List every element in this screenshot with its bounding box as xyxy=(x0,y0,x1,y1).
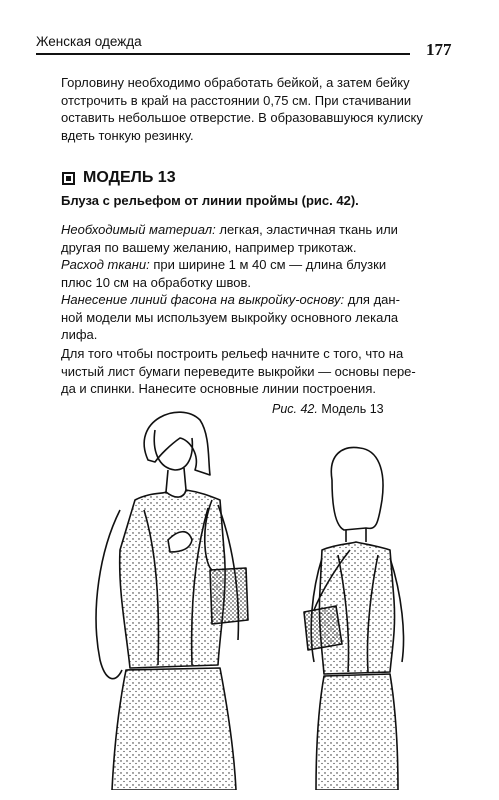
intro-line: Горловину необходимо обработать бейкой, а затем бейку xyxy=(61,75,410,90)
intro-line: оставить небольшое отверстие. В образовавшуюся кулиску xyxy=(61,110,423,125)
relief-text: да и спинки. Нанесите основные линии построения. xyxy=(61,381,376,396)
fabric-label: Расход ткани: xyxy=(61,257,150,272)
intro-line: вдеть тонкую резинку. xyxy=(61,127,194,143)
lines-label: Нанесение линий фасона на выкройку-основу: xyxy=(61,292,345,307)
relief-text: Для того чтобы построить рельеф начните с того, что на xyxy=(61,346,404,361)
relief-paragraph xyxy=(61,345,461,398)
lines-text: ной модели мы используем выкройку основного лекала xyxy=(61,309,399,325)
bullet-square-icon xyxy=(62,172,75,185)
lines-text: лифа. xyxy=(61,327,98,342)
fashion-sketch-icon xyxy=(60,400,460,790)
fabric-paragraph xyxy=(61,256,461,291)
lines-text: для дан- xyxy=(344,292,400,307)
material-paragraph xyxy=(61,221,461,256)
running-head: Женская одежда xyxy=(36,34,142,49)
material-text: другая по вашему желанию, например трикотаж. xyxy=(61,239,357,255)
page-number: 177 xyxy=(426,40,452,59)
section-subtitle: Блуза с рельефом от линии проймы (рис. 42). xyxy=(61,193,359,208)
material-text: легкая, эластичная ткань или xyxy=(215,222,398,237)
section-title xyxy=(62,169,176,187)
figure-caption-ref: Рис. 42. xyxy=(272,402,318,416)
intro-paragraph xyxy=(61,74,461,144)
lines-paragraph xyxy=(61,291,461,344)
header-rule xyxy=(36,53,410,55)
fabric-text: при ширине 1 м 40 см — длина блузки xyxy=(149,257,387,272)
relief-text: чистый лист бумаги переведите выкройки — основы пере- xyxy=(61,363,416,379)
material-label: Необходимый материал: xyxy=(61,222,216,237)
fabric-text: плюс 10 см на обработку швов. xyxy=(61,274,251,290)
intro-line: отстрочить в край на расстоянии 0,75 см. При стачивании xyxy=(61,92,412,108)
section-title-text: МОДЕЛЬ 13 xyxy=(83,169,176,186)
figure-caption-text: Модель 13 xyxy=(317,402,384,416)
